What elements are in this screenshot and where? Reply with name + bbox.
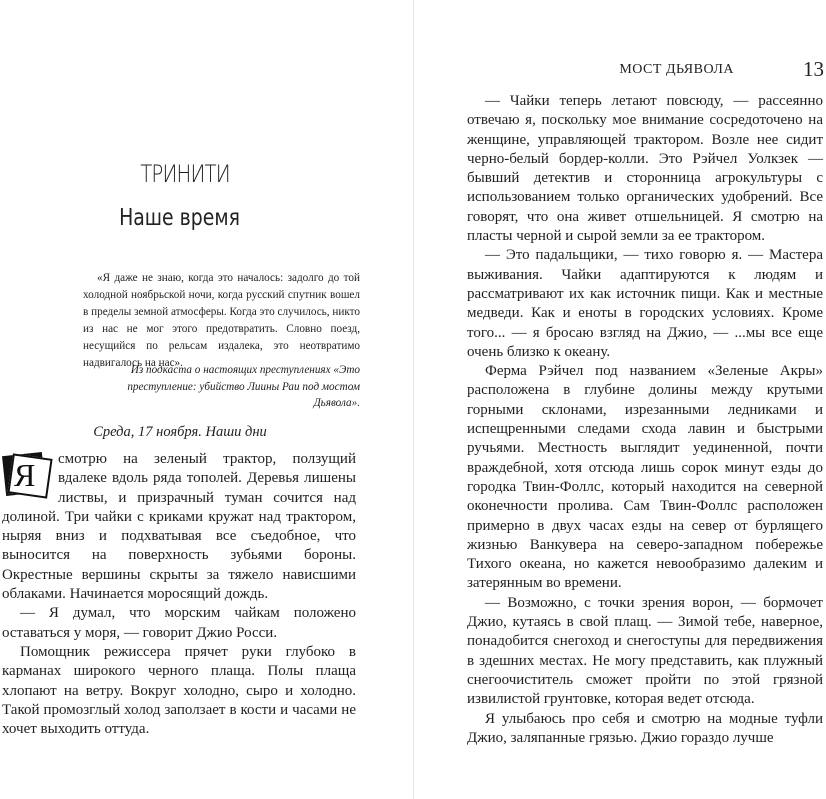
paragraph: Ферма Рэйчел под названием «Зеленые Акры» расположена в глубине долины между крутыми горными склонами, изрезанными ледниками и испещренными следами схода лавин и быстрыми ручьями. Местность выглядит уединенной, почти враждебной, хотя отсюда лишь сорок минут езды до городка Твин-Фоллс, который находится на северной оконечности пролива. Сам Твин-Фоллс расположен примерно в двух часах езды на север от бурлящего жизнью Ванкувера на северо-западном побережье Тихого океана, но кажется невообразимо далеким и затерянным во времени.: [467, 363, 823, 592]
chapter-subtitle: Наше время: [119, 205, 240, 231]
chapter-title: ТРИНИТИ: [140, 160, 230, 188]
paragraph: — Чайки теперь летают повсюду, — рассеянно отвечаю я, поскольку мое внимание сосредоточено на женщине, управляющей трактором. Возле нее сидит черно-белый бордер-колли. Это Рэйчел Уолкзек — бывший детектив и сторонница агрокультуры с использованием только органических удобрений. Все говорят, что она живет отшельницей. Я смотрю на пласты черной и сырой земли за ее трактором.: [467, 93, 823, 245]
page-number: 13: [803, 57, 824, 81]
paragraph: — Я думал, что морским чайкам положено оставаться у моря, — говорит Джио Росси.: [2, 605, 356, 641]
right-page: [414, 0, 826, 799]
paragraph: — Это падальщики, — тихо говорю я. — Мастера выживания. Чайки адаптируются к людям и рассматривают их как источник пищи. Как и местные медведи. Как и еноты в городских условиях. Кроме того... — я бросаю взгляд на Джио, — ...мы все еще очень близко к океану.: [467, 247, 823, 360]
left-body-text: [2, 450, 356, 739]
paragraph: Помощник режиссера прячет руки глубоко в карманах широкого черного плаща. Полы плаща хлопают на ветру. Вокруг холодно, сыро и холодно. Такой промозглый холод заползает в кости и часами не хочет выходить оттуда.: [2, 643, 356, 738]
right-body-text: [467, 92, 823, 748]
epigraph-source: Из подкаста о настоящих преступлениях «Это преступление: убийство Лиины Раи под мостом Дьявола».: [127, 364, 360, 409]
dropcap: [2, 452, 50, 498]
dropcap-letter: Я: [14, 457, 36, 493]
paragraph: — Возможно, с точки зрения ворон, — бормочет Джио, кутаясь в свой плащ. — Зимой тебе, наверное, понадобится снегоход и снегоступы для передвижения в здешних местах. Не могу представить, как плужный снегоочиститель сможет пройти по этой грязной извилистой грунтовке, которая ведет отсюда.: [467, 594, 823, 708]
running-head: МОСТ ДЬЯВОЛА: [619, 62, 734, 77]
paragraph-text: смотрю на зеленый трактор, ползущий вдалеке вдоль ряда тополей. Деревья лишены листвы, и призрачный туман сочится над долиной. Три чайки с криками кружат над трактором, ныряя вниз и подхватывая все съедобное, что выносится на поверхность зубьями бороны. Окрестные вершины скрыты за тяжело нависшими облаками. Начинается моросящий дождь.: [2, 451, 356, 603]
paragraph: Я улыбаюсь про себя и смотрю на модные туфли Джио, заляпанные грязью. Джио гораздо лучше: [467, 710, 823, 746]
paragraph: [2, 450, 356, 604]
epigraph: «Я даже не знаю, когда это началось: задолго до той холодной ноябрьской ночи, когда русский спутник вошел в пределы земной атмосферы. Когда это случилось, никто из нас не мог этого предотвратить. Словно поезд, несущийся по рельсам издалека, это неотвратимо надвигалось на нас».: [83, 272, 360, 369]
left-page: [0, 0, 412, 799]
date-line: Среда, 17 ноября. Наши дни: [93, 424, 267, 440]
